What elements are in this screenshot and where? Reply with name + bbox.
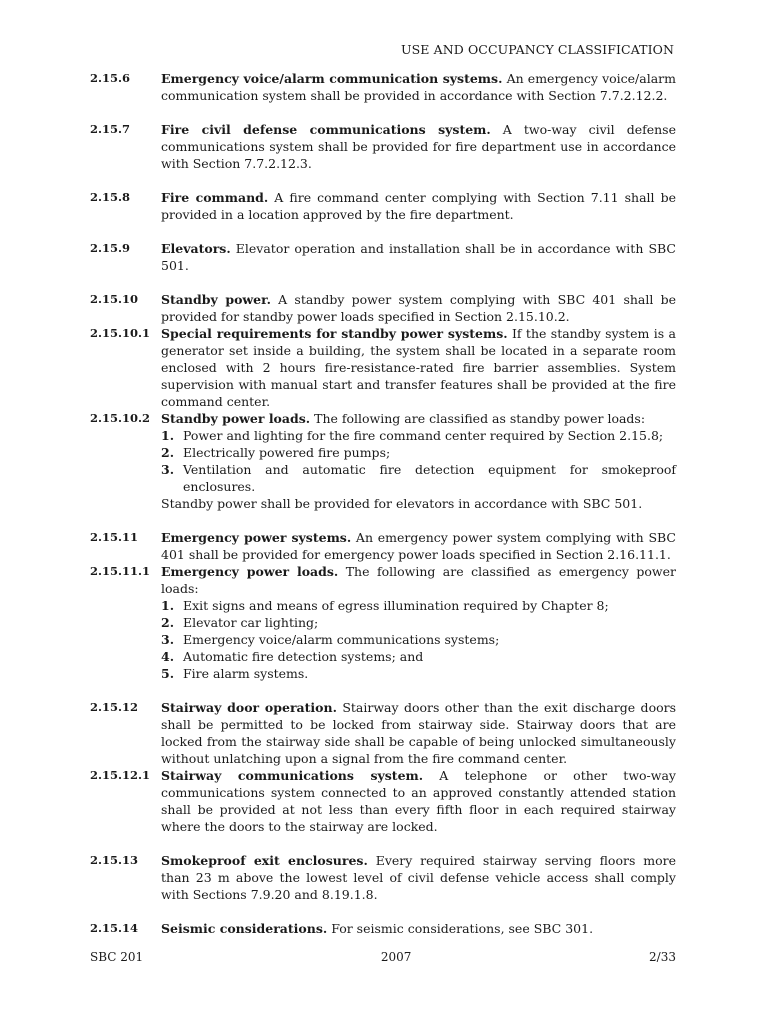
list-item-number: 4. bbox=[161, 649, 175, 664]
section-paragraph bbox=[161, 563, 676, 597]
section-paragraph bbox=[161, 852, 676, 903]
section-paragraph bbox=[161, 70, 676, 104]
list-item-text: Power and lighting for the fire command center required by Section 2.15.8; bbox=[183, 428, 664, 443]
list-item-number: 3. bbox=[161, 632, 175, 647]
section-number: 2.15.10 bbox=[90, 292, 139, 306]
section-title: Standby power loads. bbox=[161, 411, 311, 426]
numbered-list bbox=[161, 427, 676, 495]
section-body bbox=[161, 852, 676, 903]
section-paragraph bbox=[161, 291, 676, 325]
section bbox=[90, 767, 676, 835]
list-item-text: Emergency voice/alarm communications systems; bbox=[183, 632, 500, 647]
section-text: The following are classified as standby power loads: bbox=[310, 411, 646, 426]
section-body bbox=[161, 699, 676, 767]
section-title: Special requirements for standby power systems. bbox=[161, 326, 508, 341]
section-number: 2.15.10.1 bbox=[90, 326, 151, 340]
section-paragraph bbox=[161, 325, 676, 410]
section bbox=[90, 410, 676, 512]
section-title: Emergency power systems. bbox=[161, 530, 352, 545]
section-paragraph bbox=[161, 121, 676, 172]
section bbox=[90, 699, 676, 767]
section-note: Standby power shall be provided for elevators in accordance with SBC 501. bbox=[161, 496, 643, 511]
running-header: USE AND OCCUPANCY CLASSIFICATION bbox=[401, 42, 674, 57]
section-title: Stairway door operation. bbox=[161, 700, 337, 715]
list-item-text: Fire alarm systems. bbox=[183, 666, 309, 681]
section-body bbox=[161, 189, 676, 223]
section-body bbox=[161, 410, 676, 512]
section-text: The following are classified as emergency power loads: bbox=[161, 564, 677, 596]
list-item-number: 1. bbox=[161, 428, 175, 443]
section bbox=[90, 240, 676, 274]
section-title: Elevators. bbox=[161, 241, 231, 256]
section-number: 2.15.14 bbox=[90, 921, 139, 935]
list-item bbox=[161, 648, 676, 665]
section-number: 2.15.7 bbox=[90, 122, 131, 136]
section-number: 2.15.12 bbox=[90, 700, 139, 714]
section bbox=[90, 121, 676, 172]
section-number: 2.15.10.2 bbox=[90, 411, 151, 425]
section-title: Smokeproof exit enclosures. bbox=[161, 853, 368, 868]
section-number: 2.15.11 bbox=[90, 530, 139, 544]
section-text: Every required stairway serving floors more than 23 m above the lowest level of civil defense vehicle access shall comply with Sections 7.9.20 and 8.19.1.8. bbox=[161, 853, 676, 902]
section-paragraph bbox=[161, 529, 676, 563]
section bbox=[90, 852, 676, 903]
section-title: Emergency power loads. bbox=[161, 564, 339, 579]
list-item-text: Ventilation and automatic fire detection equipment for smokeproof enclosures. bbox=[183, 462, 676, 494]
section-text: If the standby system is a generator set inside a building, the system shall be located in a separate room enclosed with 2 hours fire-resistance-rated fire barrier assemblies. System supervision with manual start and transfer features shall be provided at the fire command center. bbox=[161, 326, 676, 409]
section-text: A fire command center complying with Section 7.11 shall be provided in a location approved by the fire department. bbox=[161, 190, 676, 222]
section-text: For seismic considerations, see SBC 301. bbox=[327, 921, 594, 936]
section-number: 2.15.11.1 bbox=[90, 564, 151, 578]
section-title: Stairway communications system. bbox=[161, 768, 424, 783]
section-text: Stairway doors other than the exit discharge doors shall be permitted to be locked from stairway side. Stairway doors that are locked from the stairway side shall be capable of being unlocked simultaneously without unlatching upon a signal from the fire command center. bbox=[161, 700, 677, 766]
list-item bbox=[161, 444, 676, 461]
section-body bbox=[161, 291, 676, 325]
section-body bbox=[161, 325, 676, 410]
section-title: Emergency voice/alarm communication systems. bbox=[161, 71, 503, 86]
section-paragraph bbox=[161, 410, 676, 427]
numbered-list bbox=[161, 597, 676, 682]
section-title: Standby power. bbox=[161, 292, 271, 307]
section-title: Fire command. bbox=[161, 190, 269, 205]
section-number: 2.15.8 bbox=[90, 190, 131, 204]
document-body bbox=[90, 70, 676, 937]
section bbox=[90, 563, 676, 682]
section-number: 2.15.12.1 bbox=[90, 768, 151, 782]
list-item bbox=[161, 631, 676, 648]
footer-code: SBC 201 bbox=[90, 950, 144, 964]
section-text: Elevator operation and installation shall be in accordance with SBC 501. bbox=[161, 241, 676, 273]
list-item-number: 2. bbox=[161, 445, 175, 460]
list-item-text: Automatic fire detection systems; and bbox=[183, 649, 424, 664]
section-title: Fire civil defense communications system. bbox=[161, 122, 491, 137]
section-body bbox=[161, 240, 676, 274]
section-text: A telephone or other two-way communications system connected to an approved constantly attended station shall be provided at not less than every fifth floor in each required stairway where the doors to the stairway are locked. bbox=[161, 768, 676, 834]
list-item bbox=[161, 597, 676, 614]
section bbox=[90, 291, 676, 325]
section-text: An emergency voice/alarm communication system shall be provided in accordance with Section 7.7.2.12.2. bbox=[161, 71, 676, 103]
section-title: Seismic considerations. bbox=[161, 921, 328, 936]
section bbox=[90, 189, 676, 223]
section-paragraph bbox=[161, 240, 676, 274]
section-number: 2.15.6 bbox=[90, 71, 131, 85]
section bbox=[90, 529, 676, 563]
section-body bbox=[161, 121, 676, 172]
list-item-text: Electrically powered fire pumps; bbox=[183, 445, 391, 460]
list-item-text: Elevator car lighting; bbox=[183, 615, 319, 630]
footer-year: 2007 bbox=[380, 950, 412, 964]
list-item bbox=[161, 461, 676, 495]
section-paragraph bbox=[161, 920, 676, 937]
list-item-number: 5. bbox=[161, 666, 175, 681]
list-item bbox=[161, 427, 676, 444]
section-text: A standby power system complying with SBC 401 shall be provided for standby power loads specified in Section 2.15.10.2. bbox=[161, 292, 676, 324]
section-text: An emergency power system complying with SBC 401 shall be provided for emergency power loads specified in Section 2.16.11.1. bbox=[161, 530, 676, 562]
list-item-number: 3. bbox=[161, 462, 175, 477]
list-item bbox=[161, 614, 676, 631]
section-text: A two-way civil defense communications system shall be provided for fire department use in accordance with Section 7.7.2.12.3. bbox=[161, 122, 676, 171]
section-paragraph bbox=[161, 699, 676, 767]
list-item-number: 2. bbox=[161, 615, 175, 630]
section-body bbox=[161, 767, 676, 835]
section-body bbox=[161, 563, 676, 682]
page-footer bbox=[90, 950, 676, 964]
section-number: 2.15.13 bbox=[90, 853, 139, 867]
section-body bbox=[161, 70, 676, 104]
section-body bbox=[161, 529, 676, 563]
list-item-text: Exit signs and means of egress illumination required by Chapter 8; bbox=[183, 598, 609, 613]
section bbox=[90, 920, 676, 937]
list-item-number: 1. bbox=[161, 598, 175, 613]
section-paragraph bbox=[161, 767, 676, 835]
footer-page-number: 2/33 bbox=[649, 950, 676, 964]
section-body bbox=[161, 920, 676, 937]
list-item bbox=[161, 665, 676, 682]
section-paragraph bbox=[161, 189, 676, 223]
section bbox=[90, 70, 676, 104]
section-number: 2.15.9 bbox=[90, 241, 131, 255]
section bbox=[90, 325, 676, 410]
